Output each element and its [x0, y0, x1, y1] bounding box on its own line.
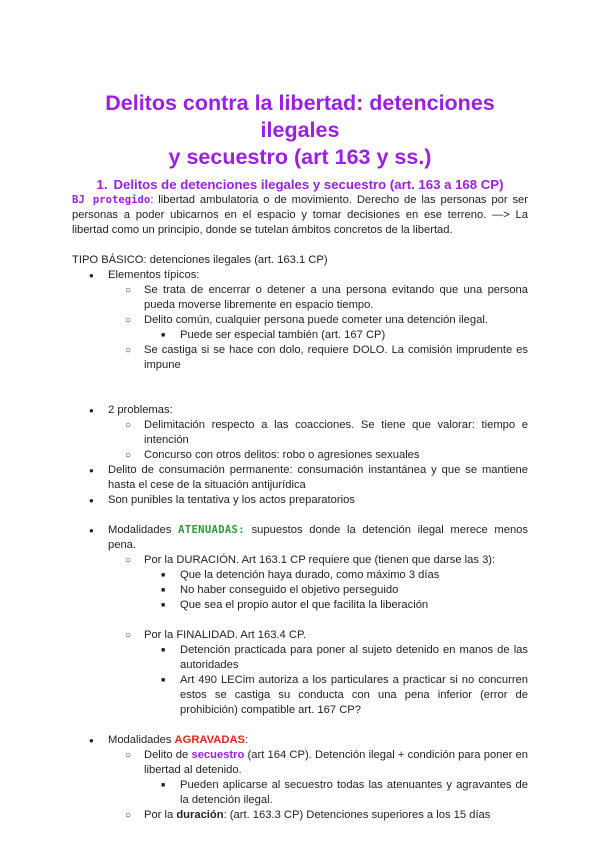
elementos-label: Elementos típicos: — [108, 269, 200, 281]
list-item: ■ Que sea el propio autor el que facilita la liberación — [144, 598, 528, 613]
duracion-agr-pre: Por la — [144, 809, 177, 821]
list-item: ■ No haber conseguido el objetivo perseguido — [144, 583, 528, 598]
list-item-text: Delito común, cualquier persona puede cometer una detención ilegal. — [144, 314, 488, 326]
document-title — [72, 90, 528, 171]
atenuadas-list — [72, 523, 528, 718]
list-item: ○ Se trata de encerrar o detener a una persona evitando que una persona pueda moverse libremente en espacio tiempo. — [108, 283, 528, 313]
section-heading-text: Delitos de detenciones ilegales y secuestro (art. 163 a 168 CP) — [113, 177, 504, 192]
list-item — [108, 313, 528, 343]
agravadas-post: : — [245, 734, 249, 746]
duracion-agr-label: duración — [176, 809, 224, 821]
atenuadas-post: supuestos donde la detención ilegal merece menos pena. — [108, 524, 528, 551]
list-item: ○ Se castiga si se hace con dolo, requiere DOLO. La comisión imprudente es impune — [108, 343, 528, 373]
secuestro-label: secuestro — [191, 749, 245, 761]
list-item: ■ Que la detención haya durado, como máximo 3 días — [144, 568, 528, 583]
finalidad-label: Por la FINALIDAD. Art 163.4 CP. — [144, 629, 307, 641]
main-list — [72, 268, 528, 373]
duracion-label: Por la DURACIÓN. Art 163.1 CP requiere que (tienen que darse las 3): — [144, 554, 496, 566]
duracion-agr-post: : (art. 163.3 CP) Detenciones superiores a los 15 días — [223, 809, 491, 821]
tipo-basico: TIPO BÁSICO: detenciones ilegales (art. 163.1 CP) — [72, 254, 328, 266]
list-item: ■ Detención practicada para poner al sujeto detenido en manos de las autoridades — [144, 643, 528, 673]
section-number: 1. — [96, 177, 108, 192]
list-item: ■ Pueden aplicarse al secuestro todas las atenuantes y agravantes de la detención ilegal. — [144, 778, 528, 808]
problems-list — [72, 403, 528, 508]
atenuadas-label: ATENUADAS: — [178, 524, 245, 536]
list-item: ○ Concurso con otros delitos: robo o agresiones sexuales — [108, 448, 528, 463]
list-item-problemas — [72, 403, 528, 463]
agravadas-pre: Modalidades — [108, 734, 175, 746]
secuestro-pre: Delito de — [144, 749, 192, 761]
list-item-punibles: ● Son punibles la tentativa y los actos preparatorios — [72, 493, 528, 508]
title-line-1: Delitos contra la libertad: detenciones ilegales — [105, 91, 495, 142]
bj-label: BJ protegido — [72, 194, 151, 206]
list-item-duracion — [108, 553, 528, 613]
section-heading — [72, 176, 528, 193]
title-line-2: y secuestro (art 163 y ss.) — [168, 145, 432, 169]
secuestro-post: (art 164 CP). Detención ilegal + condición para poner en libertad al detenido. — [144, 749, 528, 776]
list-item: ■ Puede ser especial también (art. 167 CP) — [144, 328, 528, 343]
bj-text: : libertad ambulatoria o de movimiento. Derecho de las personas por ser personas a poder ubicarnos en el espacio y tomar decisiones en ese terreno. —> La libertad como un principio, donde se tutelan ámbitos concretos de la libertad. — [72, 194, 528, 236]
agravadas-label: AGRAVADAS — [174, 734, 245, 746]
list-item-finalidad — [108, 628, 528, 718]
problemas-label: 2 problemas: — [108, 404, 173, 416]
document-page — [72, 90, 528, 823]
atenuadas-pre: Modalidades — [108, 524, 179, 536]
list-item-secuestro — [108, 748, 528, 808]
list-item: ○ Delimitación respecto a las coacciones. Se tiene que valorar: tiempo e intención — [108, 418, 528, 448]
bj-paragraph — [72, 193, 528, 238]
list-item: ■ Art 490 LECim autoriza a los particulares a practicar si no concurren estos se castiga su conducta con una pena inferior (error de prohibición) compatible art. 167 CP? — [144, 673, 528, 718]
agravadas-list — [72, 733, 528, 823]
list-item-duracion-agravada — [108, 808, 528, 823]
list-item-elementos — [72, 268, 528, 373]
list-item-consumacion: ● Delito de consumación permanente: consumación instantánea y que se mantiene hasta el cese de la situación antijurídica — [72, 463, 528, 493]
list-item-agravadas — [72, 733, 528, 823]
list-item-atenuadas — [72, 523, 528, 718]
